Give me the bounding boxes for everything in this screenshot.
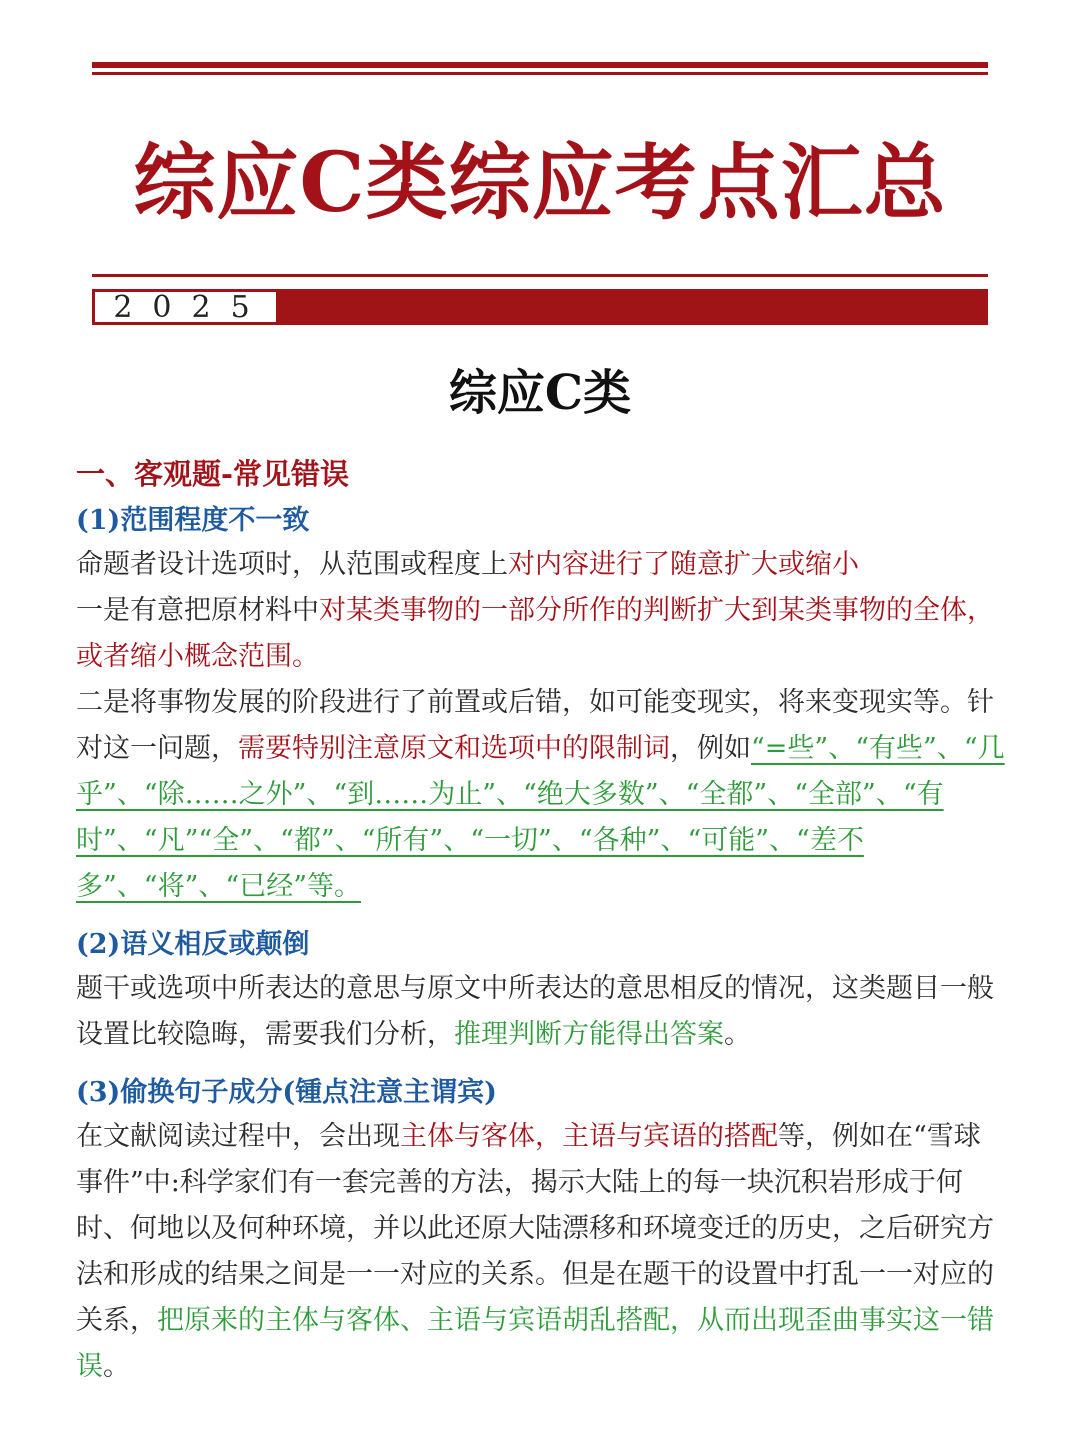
text-run: 在文献阅读过程中，会出现 xyxy=(76,1121,400,1152)
page-title: 综应C类综应考点汇总 xyxy=(133,135,947,231)
text-run: 二是将事物发展的阶段进行了前置或后错，如可能变现实，将来变现实等。针对这一问题， xyxy=(76,687,994,764)
middle-rule xyxy=(92,274,988,277)
item-heading-components: (3)偷换句子成分(锺点注意主谓宾) xyxy=(76,1077,497,1108)
section-title: 综应C类 xyxy=(448,365,632,421)
spacer xyxy=(76,910,1006,924)
paragraph xyxy=(76,966,1006,1058)
year-label: 2025 xyxy=(95,292,276,322)
article-body xyxy=(76,452,1006,1390)
item-heading-scope: (1)范围程度不一致 xyxy=(76,505,310,536)
highlight-red: 需要特别注意原文和选项中的限制词 xyxy=(238,733,670,764)
top-rule-thin xyxy=(92,72,988,75)
text-run: 等，例如在“雪球事件”中:科学家们有一套完善的方法，揭示大陆上的每一块沉积岩形成于何时、何地以及何种环境，并以此还原大陆漂移和环境变迁的历史，之后研究方法和形成的结果之间是一一对应的关系。但是在题干的设置中打乱一一对应的关系， xyxy=(76,1121,994,1336)
paragraph xyxy=(76,542,1006,588)
text-run: ，例如 xyxy=(670,733,751,764)
spacer xyxy=(76,1058,1006,1072)
highlight-red: 对内容进行了随意扩大或缩小 xyxy=(508,549,859,580)
text-run: 题干或选项中所表达的意思与原文中所表达的意思相反的情况，这类题目一般设置比较隐晦，需要我们分析， xyxy=(76,973,994,1050)
paragraph xyxy=(76,1114,1006,1390)
text-run: 一是有意把原材料中 xyxy=(76,595,319,626)
paragraph xyxy=(76,588,1006,680)
text-run: 。 xyxy=(724,1019,751,1050)
text-run: 。 xyxy=(103,1351,130,1382)
top-rule-thick xyxy=(92,62,988,68)
highlight-red: 对某类事物的一部分所作的判断扩大到某类事物的全体，或者缩小概念范围。 xyxy=(76,595,994,672)
section-heading: 一、客观题-常见错误 xyxy=(76,457,350,491)
highlight-red: 主体与客体，主语与宾语的搭配 xyxy=(400,1121,778,1152)
paragraph xyxy=(76,680,1006,910)
item-heading-semantic: (2)语义相反或颠倒 xyxy=(76,929,310,960)
highlight-green: 把原来的主体与客体、主语与宾语胡乱搭配，从而出现歪曲事实这一错误 xyxy=(76,1305,994,1382)
highlight-green: 推理判断方能得出答案 xyxy=(454,1019,724,1050)
text-run: 命题者设计选项时，从范围或程度上 xyxy=(76,549,508,580)
highlight-green-underlined: “=些”、“有些”、“几乎”、“除……之外”、“到……为止”、“绝大多数”、“全都”、“全部”、“有时”、“凡”“全”、“都”、“所有”、“一切”、“各种”、“可能”、“差不多”、“将”、“已经”等。 xyxy=(76,733,1005,902)
